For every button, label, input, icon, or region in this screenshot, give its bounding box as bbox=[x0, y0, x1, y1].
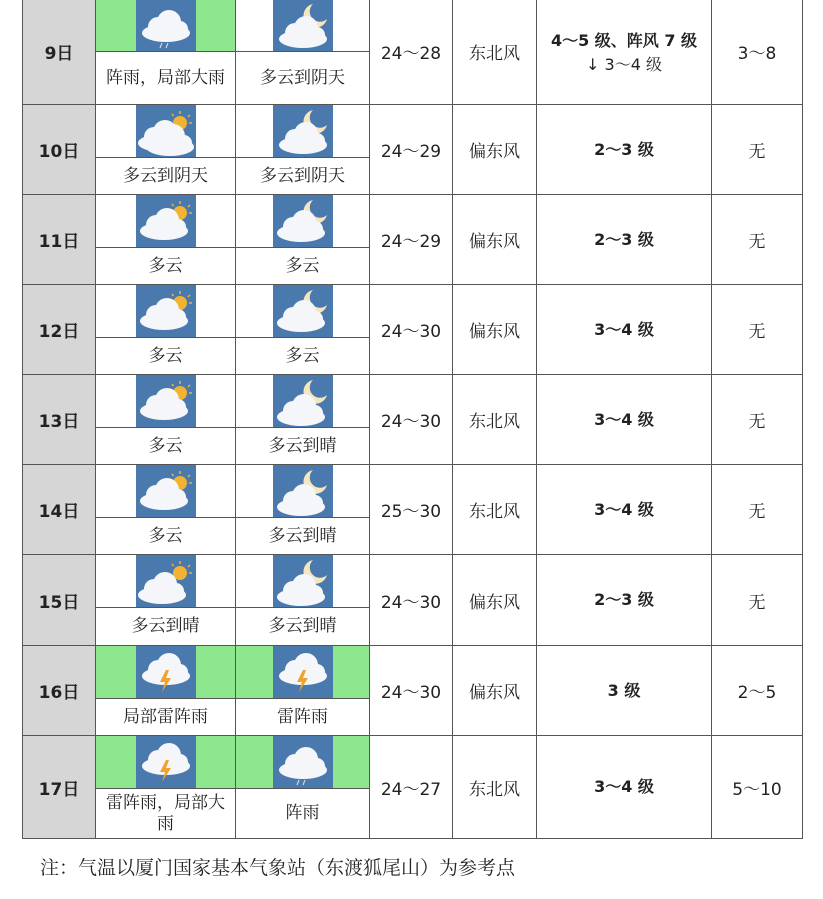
day-cell: 12日 bbox=[23, 285, 96, 375]
day-cell: 9日 bbox=[23, 0, 96, 105]
thunder-shower-icon bbox=[136, 646, 196, 698]
wind-direction-cell: 东北风 bbox=[453, 375, 537, 465]
wind-force-main: 3～4 级 bbox=[594, 499, 654, 519]
cloudy-sun-clearing-icon bbox=[136, 555, 196, 607]
wind-force-cell bbox=[537, 555, 712, 646]
daytime-icon-band bbox=[96, 195, 235, 248]
wind-force-cell bbox=[537, 646, 712, 736]
forecast-row bbox=[23, 375, 803, 465]
thunder-shower-icon bbox=[136, 736, 196, 788]
rain-shower-icon bbox=[273, 736, 333, 788]
wind-force-main: 2～3 级 bbox=[594, 590, 654, 609]
night-weather-label: 多云到阴天 bbox=[260, 165, 345, 186]
day-cell: 16日 bbox=[23, 646, 96, 736]
wind-force-cell bbox=[537, 375, 712, 465]
daytime-icon-band bbox=[96, 465, 235, 518]
daytime-weather-cell bbox=[96, 646, 236, 736]
rainfall-cell: 无 bbox=[712, 465, 803, 555]
cloudy-sun-overcast-icon bbox=[136, 105, 196, 157]
daytime-weather-cell bbox=[96, 465, 236, 555]
wind-direction-cell: 偏东风 bbox=[453, 646, 537, 736]
rainfall-cell: 无 bbox=[712, 195, 803, 285]
daytime-weather-cell bbox=[96, 195, 236, 285]
daytime-weather-label: 多云到阴天 bbox=[123, 165, 208, 186]
night-weather-cell bbox=[236, 646, 370, 736]
wind-direction-cell: 东北风 bbox=[453, 465, 537, 555]
forecast-row bbox=[23, 465, 803, 555]
daytime-icon-band bbox=[96, 555, 235, 608]
night-weather-label: 多云到晴 bbox=[268, 525, 337, 546]
cloudy-sun-icon bbox=[136, 285, 196, 337]
night-weather-label: 多云 bbox=[285, 345, 320, 366]
wind-force-main: 3～4 级 bbox=[594, 777, 654, 796]
rainfall-cell: 2～5 bbox=[712, 646, 803, 736]
wind-force-main: 4～5 级、阵风 7 级 bbox=[550, 30, 698, 50]
night-weather-cell bbox=[236, 555, 370, 646]
temperature-cell: 25～30 bbox=[370, 465, 453, 555]
night-weather-label: 多云到晴 bbox=[268, 435, 337, 456]
cloudy-sun-icon bbox=[136, 375, 196, 427]
day-cell: 13日 bbox=[23, 375, 96, 465]
night-weather-label: 多云到阴天 bbox=[260, 67, 345, 88]
cloudy-moon-clearing-icon bbox=[273, 375, 333, 427]
forecast-row bbox=[23, 0, 803, 105]
temperature-cell: 24～30 bbox=[370, 555, 453, 646]
night-weather-cell bbox=[236, 0, 370, 105]
forecast-table bbox=[22, 0, 803, 839]
wind-force-main: 2～3 级 bbox=[594, 229, 654, 249]
forecast-row bbox=[23, 195, 803, 285]
rain-shower-icon bbox=[136, 0, 196, 51]
cloudy-sun-icon bbox=[136, 465, 196, 517]
temperature-cell: 24～30 bbox=[370, 375, 453, 465]
forecast-row bbox=[23, 646, 803, 736]
night-icon-band bbox=[236, 646, 369, 699]
night-weather-label: 阵雨 bbox=[285, 803, 320, 823]
night-icon-band bbox=[236, 736, 369, 789]
daytime-weather-cell bbox=[96, 375, 236, 465]
cloudy-moon-icon bbox=[273, 285, 333, 337]
day-cell: 17日 bbox=[23, 736, 96, 839]
daytime-weather-cell bbox=[96, 285, 236, 375]
daytime-weather-label: 多云 bbox=[148, 525, 183, 546]
wind-direction-cell: 偏东风 bbox=[453, 555, 537, 646]
footnote: 注：气温以厦门国家基本气象站（东渡狐尾山）为参考点 bbox=[40, 857, 516, 879]
cloudy-moon-overcast-icon bbox=[273, 105, 333, 157]
daytime-icon-band bbox=[96, 285, 235, 338]
rainfall-cell: 3～8 bbox=[712, 0, 803, 105]
forecast-body bbox=[23, 0, 803, 839]
night-icon-band bbox=[236, 0, 369, 52]
rainfall-cell: 无 bbox=[712, 555, 803, 646]
wind-direction-cell: 东北风 bbox=[453, 736, 537, 839]
wind-direction-cell: 东北风 bbox=[453, 0, 537, 105]
night-icon-band bbox=[236, 465, 369, 518]
night-weather-label: 雷阵雨 bbox=[277, 706, 328, 727]
daytime-weather-label: 阵雨，局部大雨 bbox=[106, 67, 225, 88]
cloudy-moon-clearing-icon bbox=[273, 465, 333, 517]
daytime-icon-band bbox=[96, 375, 235, 428]
forecast-row bbox=[23, 555, 803, 646]
night-icon-band bbox=[236, 105, 369, 158]
night-weather-cell bbox=[236, 195, 370, 285]
day-cell: 14日 bbox=[23, 465, 96, 555]
wind-force-cell bbox=[537, 0, 712, 105]
daytime-icon-band bbox=[96, 105, 235, 158]
night-weather-label: 多云到晴 bbox=[268, 616, 337, 636]
day-cell: 11日 bbox=[23, 195, 96, 285]
daytime-weather-label: 多云 bbox=[148, 435, 183, 456]
wind-force-cell bbox=[537, 195, 712, 285]
wind-force-main: 3～4 级 bbox=[594, 409, 654, 429]
temperature-cell: 24～28 bbox=[370, 0, 453, 105]
night-icon-band bbox=[236, 555, 369, 608]
wind-force-sub: ↓ 3～4 级 bbox=[586, 54, 662, 74]
forecast-row bbox=[23, 105, 803, 195]
daytime-icon-band bbox=[96, 736, 235, 789]
daytime-icon-band bbox=[96, 646, 235, 699]
temperature-cell: 24～29 bbox=[370, 105, 453, 195]
wind-force-cell bbox=[537, 105, 712, 195]
rainfall-cell: 无 bbox=[712, 105, 803, 195]
wind-direction-cell: 偏东风 bbox=[453, 195, 537, 285]
wind-force-main: 3 级 bbox=[607, 680, 641, 700]
night-weather-cell bbox=[236, 105, 370, 195]
night-weather-label: 多云 bbox=[285, 255, 320, 276]
daytime-weather-cell bbox=[96, 555, 236, 646]
day-cell: 15日 bbox=[23, 555, 96, 646]
night-weather-cell bbox=[236, 375, 370, 465]
daytime-weather-cell bbox=[96, 736, 236, 839]
night-weather-cell bbox=[236, 285, 370, 375]
daytime-weather-label: 多云 bbox=[148, 345, 183, 366]
temperature-cell: 24～27 bbox=[370, 736, 453, 839]
wind-force-main: 2～3 级 bbox=[594, 139, 654, 159]
cloudy-moon-icon bbox=[273, 195, 333, 247]
wind-direction-cell: 偏东风 bbox=[453, 285, 537, 375]
wind-direction-cell: 偏东风 bbox=[453, 105, 537, 195]
cloudy-moon-clearing-icon bbox=[273, 555, 333, 607]
daytime-weather-label: 多云 bbox=[148, 255, 183, 276]
daytime-icon-band bbox=[96, 0, 235, 52]
temperature-cell: 24～30 bbox=[370, 285, 453, 375]
wind-force-cell bbox=[537, 465, 712, 555]
daytime-weather-cell bbox=[96, 105, 236, 195]
thunder-shower-icon bbox=[273, 646, 333, 698]
night-weather-cell bbox=[236, 465, 370, 555]
cloudy-moon-overcast-icon bbox=[273, 0, 333, 51]
wind-force-cell bbox=[537, 736, 712, 839]
night-icon-band bbox=[236, 285, 369, 338]
night-icon-band bbox=[236, 375, 369, 428]
rainfall-cell: 无 bbox=[712, 375, 803, 465]
daytime-weather-label: 局部雷阵雨 bbox=[123, 706, 208, 727]
night-weather-cell bbox=[236, 736, 370, 839]
cloudy-sun-icon bbox=[136, 195, 196, 247]
day-cell: 10日 bbox=[23, 105, 96, 195]
temperature-cell: 24～29 bbox=[370, 195, 453, 285]
rainfall-cell: 5～10 bbox=[712, 736, 803, 839]
wind-force-cell bbox=[537, 285, 712, 375]
forecast-row bbox=[23, 285, 803, 375]
temperature-cell: 24～30 bbox=[370, 646, 453, 736]
night-icon-band bbox=[236, 195, 369, 248]
wind-force-main: 3～4 级 bbox=[594, 319, 654, 339]
daytime-weather-label: 多云到晴 bbox=[131, 616, 200, 636]
rainfall-cell: 无 bbox=[712, 285, 803, 375]
daytime-weather-label: 雷阵雨，局部大雨 bbox=[106, 792, 225, 834]
forecast-row bbox=[23, 736, 803, 839]
daytime-weather-cell bbox=[96, 0, 236, 105]
